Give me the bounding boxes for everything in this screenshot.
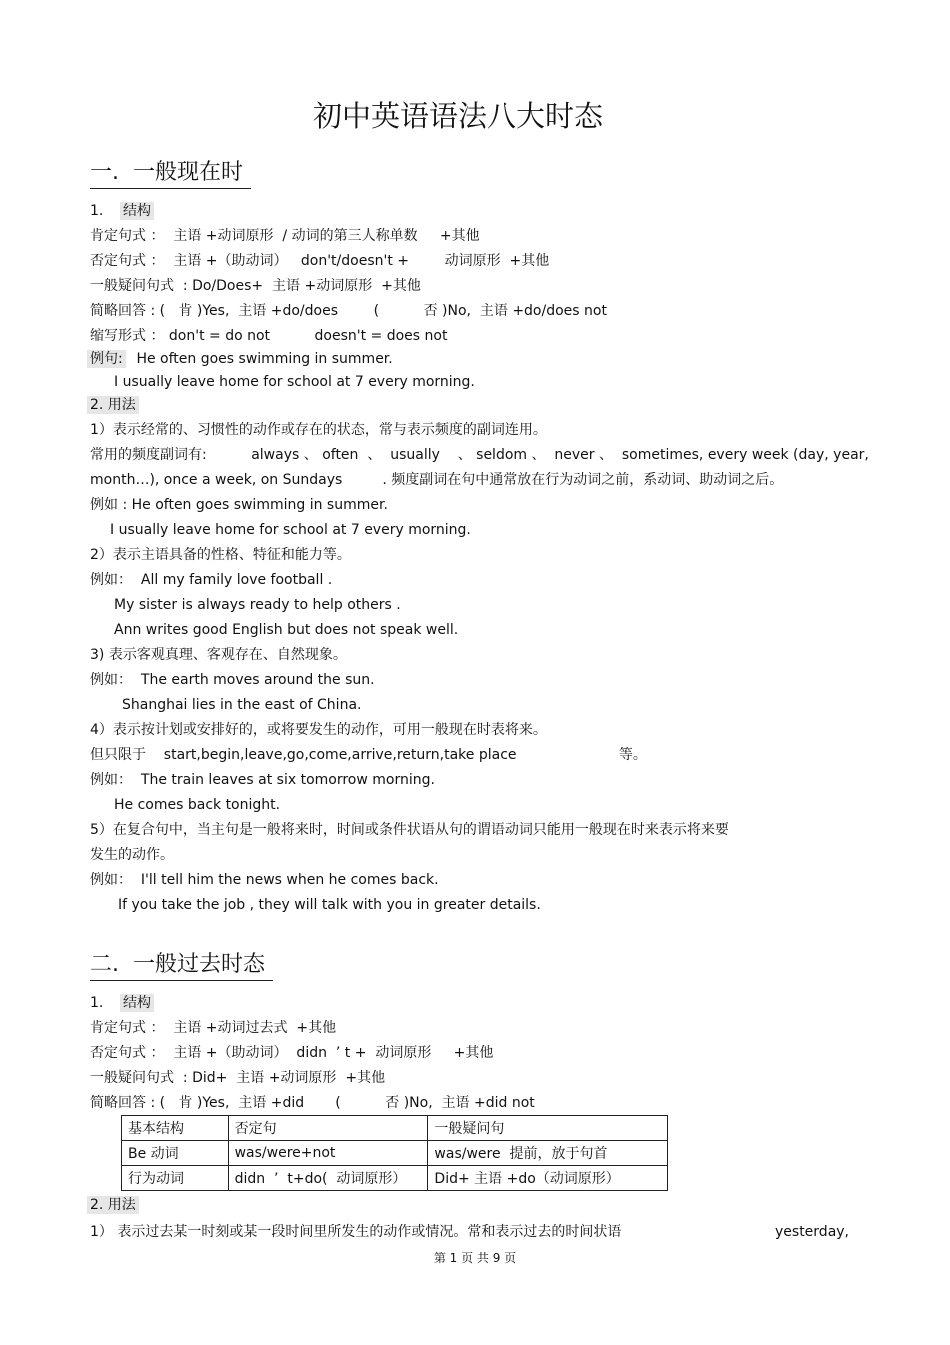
usage-label: 2. 用法: [87, 1196, 139, 1214]
table-header-cell: 否定句: [228, 1116, 428, 1141]
example-sentence: 例如： I'll tell him the news when he comes back.: [90, 872, 439, 888]
structure-label: 结构: [120, 202, 154, 220]
contraction-form: 缩写形式 ： don't = do not doesn't = does not: [90, 328, 448, 344]
usage-item: 2）表示主语具备的性格、特征和能力等。: [90, 547, 351, 563]
table-row: [122, 1141, 668, 1166]
question-form: 一般疑问句式 : Did+ 主语 +动词原形 +其他: [90, 1070, 386, 1086]
structure-number: 1.: [90, 995, 104, 1011]
usage-text: 但只限于 start,begin,leave,go,come,arrive,return,take place 等。: [90, 747, 647, 763]
section-heading-past-simple: 二. 一般过去时态: [90, 950, 273, 981]
usage-item: 1） 表示过去某一时刻或某一段时间里所发生的动作或情况。常和表示过去的时间状语: [90, 1224, 622, 1240]
table-header-row: [122, 1116, 668, 1141]
example-sentence: Ann writes good English but does not speak well.: [114, 622, 459, 638]
example-sentence: 例如： The earth moves around the sun.: [90, 672, 375, 688]
table-cell: 行为动词: [122, 1166, 229, 1191]
short-answer: 简略回答 : ( 肯 )Yes, 主语 +do/does ( 否 )No, 主语 +do/does not: [90, 303, 607, 319]
usage-label: 2. 用法: [87, 396, 139, 414]
affirmative-form: 肯定句式 ： 主语 +动词原形 / 动词的第三人称单数 +其他: [90, 228, 480, 244]
example-sentence: I usually leave home for school at 7 every morning.: [110, 522, 471, 538]
table-cell: Be 动词: [122, 1141, 229, 1166]
table-cell: didn ’ t+do( 动词原形）: [228, 1166, 428, 1191]
document-title: 初中英语语法八大时态: [312, 99, 603, 133]
example-sentence: He comes back tonight.: [114, 797, 281, 813]
example-sentence: 例如 : He often goes swimming in summer.: [90, 497, 388, 513]
affirmative-form: 肯定句式 ： 主语 +动词过去式 +其他: [90, 1020, 337, 1036]
short-answer: 简略回答 : ( 肯 )Yes, 主语 +did ( 否 )No, 主语 +did not: [90, 1095, 535, 1111]
usage-item: 5）在复合句中，当主句是一般将来时，时间或条件状语从句的谓语动词只能用一般现在时来表示将来要: [90, 822, 729, 838]
structure-label: 结构: [120, 994, 154, 1012]
usage-item: 3) 表示客观真理、客观存在、自然现象。: [90, 647, 347, 663]
example-sentence: My sister is always ready to help others .: [114, 597, 401, 613]
example-sentence: Shanghai lies in the east of China.: [122, 697, 362, 713]
structure-table: [121, 1115, 668, 1191]
page-footer: 第 1 页 共 9 页: [433, 1251, 517, 1265]
usage-text: month…), once a week, on Sundays . 频度副词在句中通常放在行为动词之前，系动词、助动词之后。: [90, 472, 784, 488]
example-sentence: 例如： All my family love football .: [90, 572, 333, 588]
question-form: 一般疑问句式 : Do/Does+ 主语 +动词原形 +其他: [90, 278, 421, 294]
usage-text: 发生的动作。: [90, 847, 174, 863]
negative-form: 否定句式 ： 主语 +（助动词） didn ’ t + 动词原形 +其他: [90, 1045, 494, 1061]
example-sentence: He often goes swimming in summer.: [132, 351, 393, 367]
usage-item: 1）表示经常的、习惯性的动作或存在的状态，常与表示频度的副词连用。: [90, 422, 547, 438]
structure-number: 1.: [90, 203, 104, 219]
section-heading-present-simple: 一. 一般现在时: [90, 158, 251, 189]
usage-item: 4）表示按计划或安排好的，或将要发生的动作，可用一般现在时表将来。: [90, 722, 547, 738]
table-cell: was/were+not: [228, 1141, 428, 1166]
table-cell: Did+ 主语 +do（动词原形）: [428, 1166, 668, 1191]
negative-form: 否定句式 ： 主语 +（助动词） don't/doesn't + 动词原形 +其他: [90, 253, 550, 269]
table-header-cell: 基本结构: [122, 1116, 229, 1141]
example-label: 例句:: [87, 350, 126, 368]
example-sentence: I usually leave home for school at 7 every morning.: [114, 374, 475, 390]
table-row: [122, 1166, 668, 1191]
table-cell: was/were 提前，放于句首: [428, 1141, 668, 1166]
usage-text: yesterday,: [775, 1224, 850, 1240]
example-sentence: If you take the job , they will talk with you in greater details.: [118, 897, 541, 913]
table-header-cell: 一般疑问句: [428, 1116, 668, 1141]
example-sentence: 例如： The train leaves at six tomorrow morning.: [90, 772, 435, 788]
usage-text: 常用的频度副词有: always 、 often 、 usually 、 seldom 、 never 、 sometimes, every week (day, year,: [90, 447, 869, 463]
